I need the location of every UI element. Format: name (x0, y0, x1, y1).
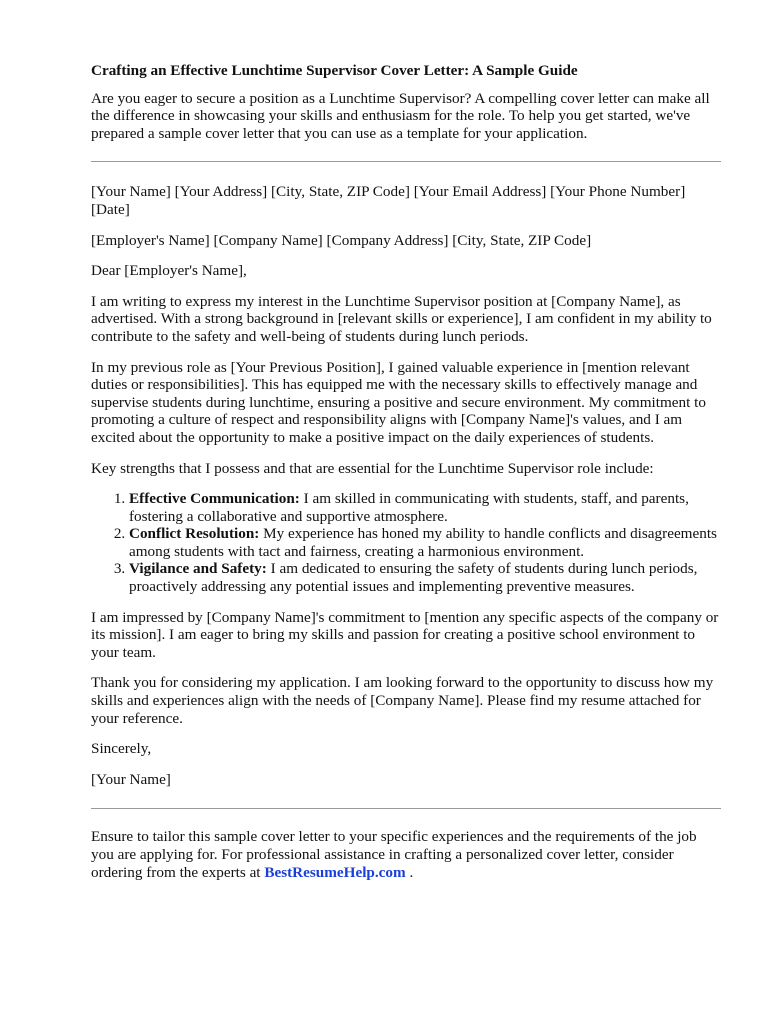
bottom-divider (91, 808, 721, 809)
list-item (129, 490, 721, 525)
letter-paragraph-4: Thank you for considering my application. I am looking forward to the opportunity to discuss how my skills and experiences align with the needs of [Company Name]. Please find my resume attached for your reference. (91, 674, 714, 727)
signature: [Your Name] (91, 770, 171, 788)
strength-label: Conflict Resolution: (129, 525, 260, 543)
strengths-list (91, 490, 721, 596)
strength-text: My experience has honed my ability to handle conflicts and disagreements among students with tact and fairness, creating a harmonious environment. (129, 525, 717, 560)
strength-label: Vigilance and Safety: (129, 560, 267, 578)
strength-label: Effective Communication: (129, 490, 300, 508)
footer-end: . (405, 863, 414, 881)
list-item (129, 560, 721, 595)
strength-text: I am dedicated to ensuring the safety of students during lunch periods, proactively addressing any potential issues and implementing preventive measures. (129, 560, 698, 596)
strengths-intro: Key strengths that I possess and that are essential for the Lunchtime Supervisor role include: (91, 459, 654, 477)
letter-paragraph-3: I am impressed by [Company Name]'s commitment to [mention any specific aspects of the company or its mission]. I am eager to bring my skills and passion for creating a positive school environment to your team. (91, 608, 719, 661)
list-item (129, 525, 721, 560)
bestresumehelp-link[interactable]: BestResumeHelp.com (264, 863, 406, 881)
salutation: Dear [Employer's Name], (91, 262, 247, 280)
letter-paragraph-1: I am writing to express my interest in the Lunchtime Supervisor position at [Company Name], as advertised. With a strong background in [relevant skills or experience], I am confident in my ability to contribute to the safety and well-being of students during lunch periods. (91, 292, 712, 345)
intro-paragraph: Are you eager to secure a position as a Lunchtime Supervisor? A compelling cover letter can make all the difference in showcasing your skills and enthusiasm for the role. To help you get started, we've prepared a sample cover letter that you can use as a template for your application. (91, 89, 710, 142)
top-divider (91, 161, 721, 162)
footer-text: Ensure to tailor this sample cover letter to your specific experiences and the requirements of the job you are applying for. For professional assistance in crafting a personalized cover letter, consider ordering from the experts at (91, 828, 697, 881)
letter-paragraph-2: In my previous role as [Your Previous Position], I gained valuable experience in [mention relevant duties or responsibilities]. This has equipped me with the necessary skills to effectively manage and supervise students during lunchtime, ensuring a positive and secure environment. My commitment to promoting a culture of respect and responsibility aligns with [Company Name]'s values, and I am excited about the opportunity to make a positive impact on the daily experiences of students. (91, 358, 706, 446)
page-title: Crafting an Effective Lunchtime Supervisor Cover Letter: A Sample Guide (91, 62, 578, 79)
strength-text: I am skilled in communicating with students, staff, and parents, fostering a collaborative and supportive atmosphere. (129, 490, 689, 525)
closing: Sincerely, (91, 740, 152, 758)
footer-note (91, 828, 721, 881)
document-page (91, 62, 721, 894)
sender-details: [Your Name] [Your Address] [City, State, ZIP Code] [Your Email Address] [Your Phone Number] [Date] (91, 183, 686, 218)
employer-details: [Employer's Name] [Company Name] [Company Address] [City, State, ZIP Code] (91, 231, 592, 249)
